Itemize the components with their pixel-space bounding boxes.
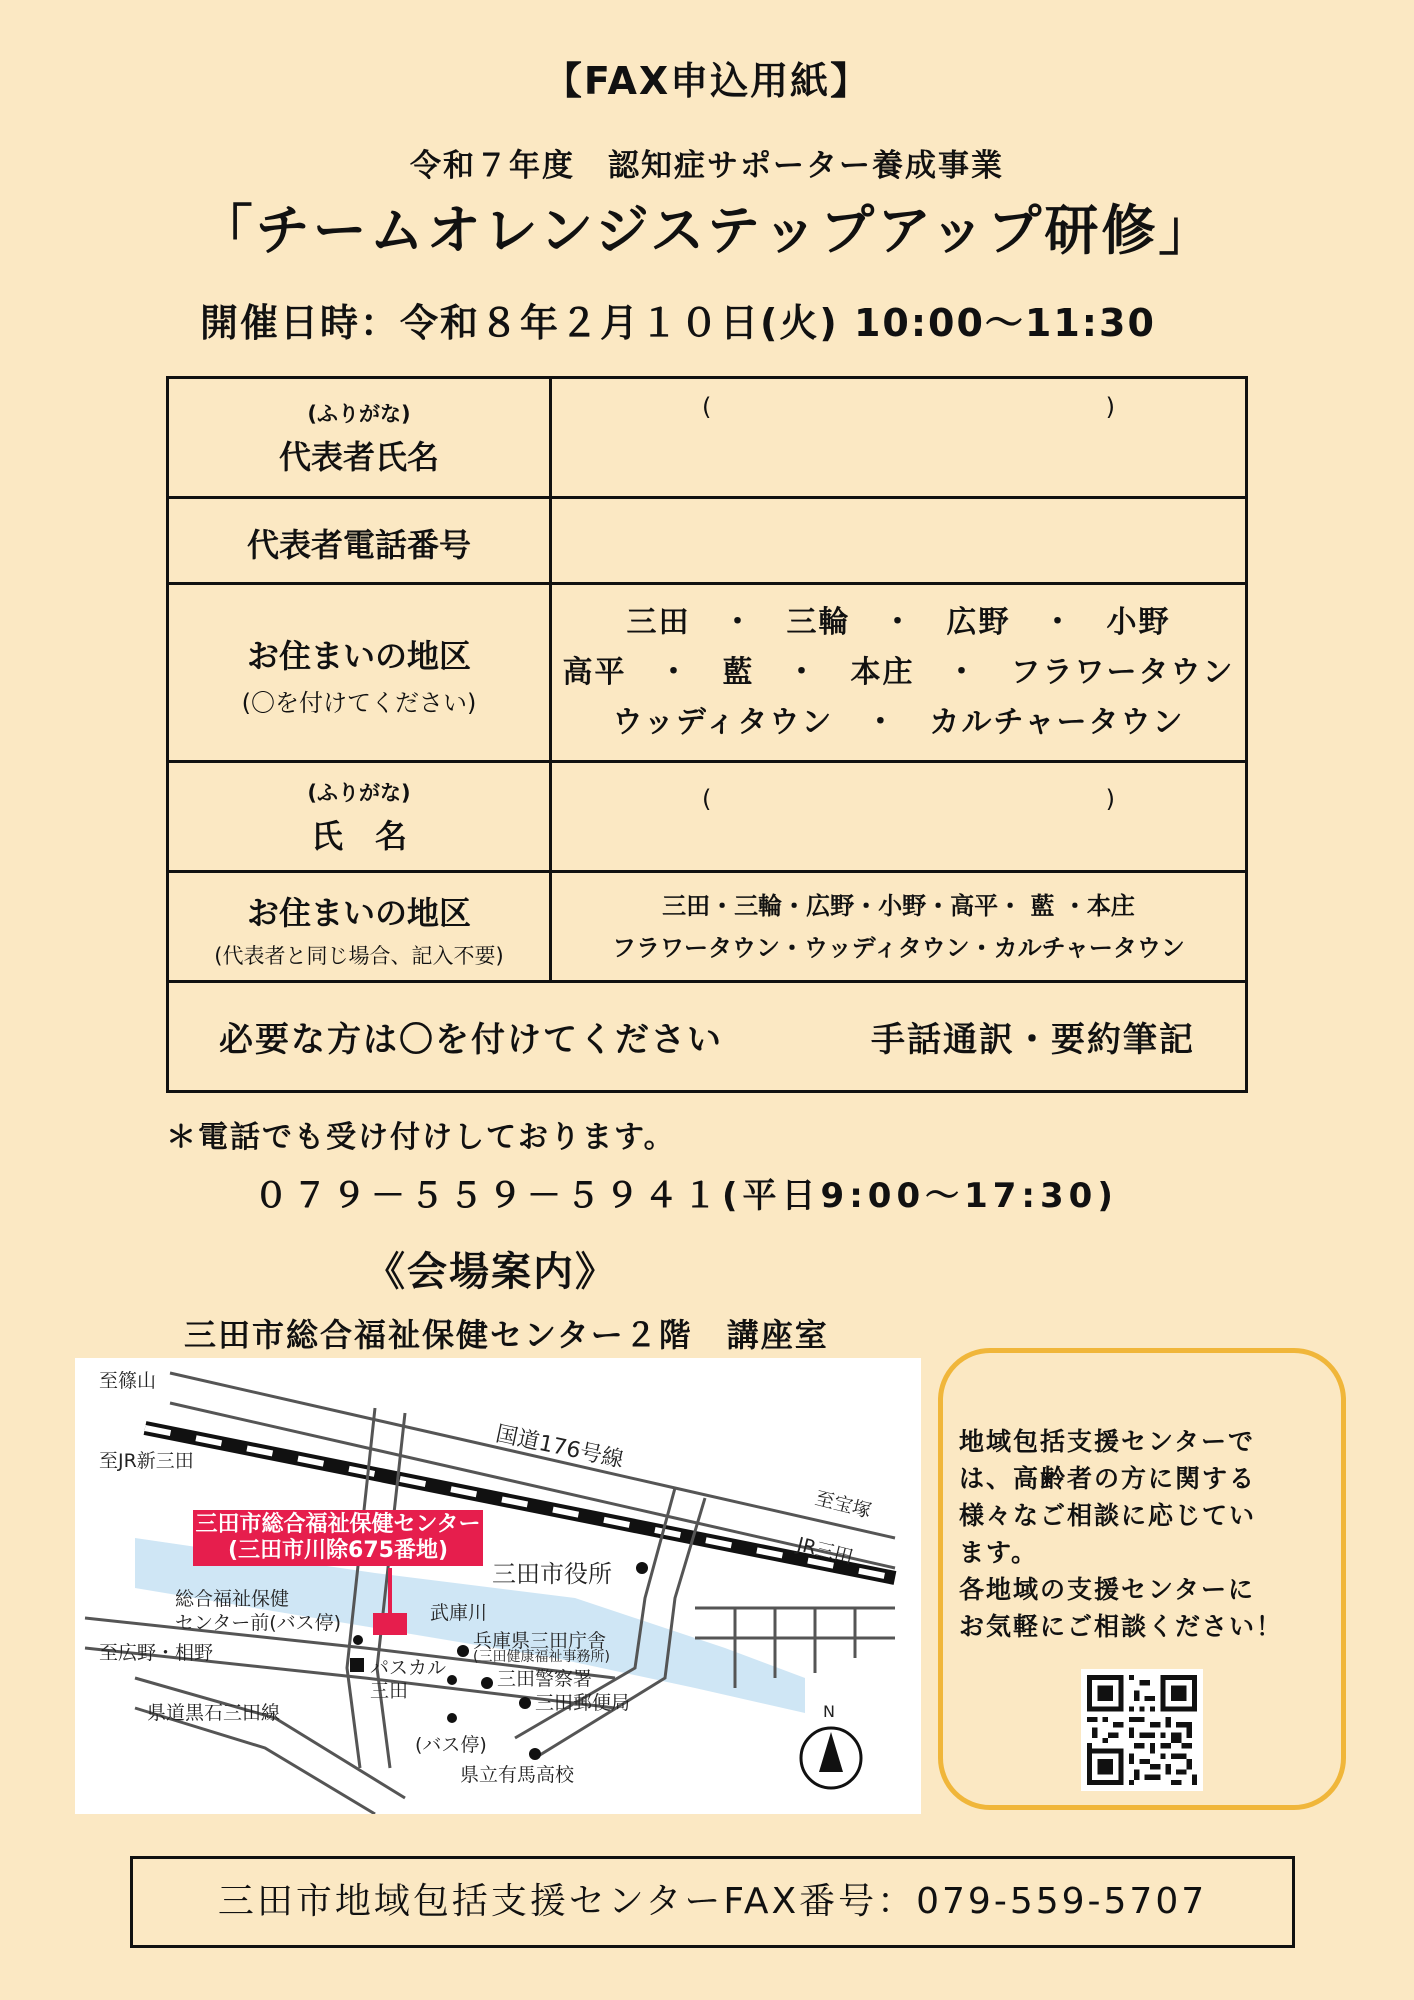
pref-office-dot [457, 1645, 469, 1657]
post-office-dot [519, 1697, 531, 1709]
police-dot [481, 1677, 493, 1689]
map-label-pascal-1: パスカル [370, 1657, 447, 1679]
rep-furigana-paren-close: ) [1105, 393, 1115, 421]
needs-label: 必要な方は〇を付けてください [219, 1020, 723, 1060]
map-label-route176: 国道176号線 [493, 1421, 626, 1474]
map-label-north: N [823, 1702, 835, 1721]
area-options-line[interactable]: フラワータウン・ウッディタウン・カルチャータウン [612, 933, 1185, 962]
map-center-address: (三田市川除675番地) [227, 1538, 449, 1563]
rep-name-label-cell [168, 378, 551, 498]
map-label-health-office: (三田健康福祉事務所) [473, 1649, 610, 1665]
map-center-name: 三田市総合福祉保健センター [195, 1512, 481, 1537]
venue-map [75, 1358, 921, 1814]
rep-phone-field[interactable] [551, 498, 1247, 584]
rep-furigana-paren-open: ( [702, 393, 712, 421]
rep-name-furigana: (ふりがな) [307, 401, 411, 426]
map-label-takarazuka: 至宝塚 [812, 1487, 874, 1523]
application-form [166, 376, 1248, 1093]
info-line: ます。 [959, 1538, 1039, 1567]
rep-name-label: 代表者氏名 [278, 437, 439, 476]
info-line: 地域包括支援センターで [959, 1427, 1256, 1456]
bus-stop-dot-2 [447, 1675, 457, 1685]
needs-options[interactable]: 手話通訳・要約筆記 [871, 1020, 1195, 1060]
map-center-callout [193, 1510, 483, 1566]
map-label-pascal-2: 三田 [370, 1680, 409, 1702]
map-label-hirono: 至広野・相野 [99, 1642, 214, 1664]
city-hall-dot [636, 1562, 648, 1574]
phone-number: ０７９－５５９－５９４１(平日9:00～17:30) [254, 1176, 1118, 1216]
bus-stop-dot [353, 1635, 363, 1645]
rep-phone-label-cell [168, 498, 551, 584]
rep-area-label: お住まいの地区 [246, 637, 471, 675]
qr-code-graphic [1087, 1675, 1197, 1785]
info-box [938, 1348, 1346, 1810]
map-label-pref-office: 兵庫県三田庁舎 [473, 1630, 607, 1652]
venue-heading: 《会場案内》 [365, 1249, 617, 1295]
map-label-police: 三田警察署 [497, 1668, 593, 1690]
needs-row[interactable] [168, 982, 1247, 1092]
pascal-marker [350, 1658, 364, 1672]
map-label-jr-shinsanda: 至JR新三田 [99, 1450, 194, 1472]
road-kuroishi-a [135, 1678, 405, 1798]
map-label-jr-sanda: JR三田 [794, 1533, 856, 1569]
subtitle: 令和７年度 認知症サポーター養成事業 [410, 148, 1004, 184]
rep-name-field[interactable] [551, 378, 1247, 498]
phone-note: ＊電話でも受け付けしております。 [166, 1120, 676, 1155]
rep-area-options-line[interactable]: 高平 ・ 藍 ・ 本庄 ・ フラワータウン [562, 654, 1235, 690]
map-label-sasayama: 至篠山 [99, 1370, 157, 1392]
info-line: お気軽にご相談ください！ [959, 1612, 1284, 1641]
page-title: 「チームオレンジステップアップ研修」 [198, 199, 1216, 262]
info-line: は、高齢者の方に関する [959, 1464, 1257, 1493]
area-label-cell [168, 872, 551, 982]
map-label-muko-river: 武庫川 [430, 1602, 488, 1624]
rep-area-label-cell [168, 584, 551, 762]
rep-area-options[interactable] [551, 584, 1247, 762]
map-label-bus-stop: (バス停) [415, 1734, 487, 1756]
name-furigana-paren-close: ) [1105, 785, 1115, 813]
rep-area-options-line[interactable]: 三田 ・ 三輪 ・ 広野 ・ 小野 [626, 604, 1171, 640]
fax-number: 三田市地域包括支援センターFAX番号：079-559-5707 [217, 1881, 1208, 1922]
map-label-kuroishi: 県道黒石三田線 [147, 1702, 281, 1724]
event-datetime: 開催日時：令和８年２月１０日(火) 10:00～11:30 [200, 301, 1156, 345]
bus-stop-dot-3 [447, 1713, 457, 1723]
map-label-post-office: 三田郵便局 [535, 1692, 631, 1714]
fax-number-box [130, 1856, 1295, 1948]
map-label-city-hall: 三田市役所 [492, 1560, 612, 1588]
info-text [959, 1423, 1339, 1645]
area-label: お住まいの地区 [246, 893, 471, 932]
form-label: 【FAX申込用紙】 [543, 59, 871, 103]
info-line: 各地域の支援センターに [959, 1575, 1256, 1604]
area-options-line[interactable]: 三田・三輪・広野・小野・高平・ 藍 ・本庄 [662, 891, 1135, 920]
rep-phone-label: 代表者電話番号 [246, 525, 471, 564]
name-furigana-paren-open: ( [702, 785, 712, 813]
info-line: 様々なご相談に応じてい [959, 1501, 1257, 1530]
map-label-bus-center-2: センター前(バス停) [175, 1612, 342, 1634]
venue-name: 三田市総合福祉保健センター２階 講座室 [184, 1316, 829, 1354]
rep-area-note: (〇を付けてください) [241, 689, 477, 717]
name-label-cell [168, 762, 551, 872]
name-label: 氏 名 [310, 816, 407, 855]
name-field[interactable] [551, 762, 1247, 872]
area-options[interactable] [551, 872, 1247, 982]
area-note: (代表者と同じ場合、記入不要) [214, 943, 504, 968]
map-label-bus-center-1: 総合福祉保健 [175, 1588, 290, 1610]
qr-code-icon[interactable] [1081, 1669, 1203, 1791]
arima-high-dot [529, 1748, 541, 1760]
rep-area-options-line[interactable]: ウッディタウン ・ カルチャータウン [612, 704, 1185, 740]
center-marker [373, 1613, 407, 1635]
name-furigana: (ふりがな) [307, 780, 411, 805]
map-label-arima-high: 県立有馬高校 [460, 1764, 575, 1786]
